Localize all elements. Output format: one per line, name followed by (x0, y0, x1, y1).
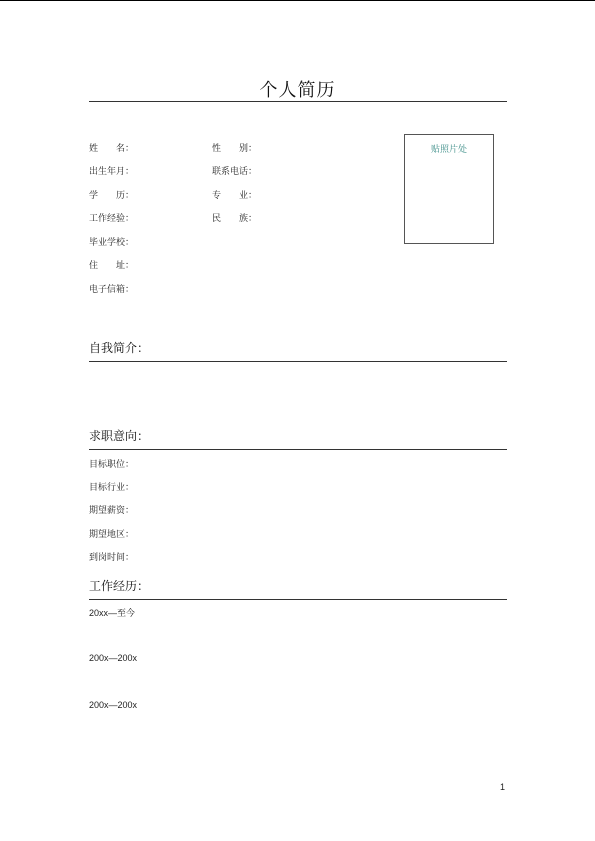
top-border (0, 0, 595, 1)
field-address: 住 址： (89, 261, 135, 271)
title-underline (89, 101, 507, 102)
section-work-history: 工作经历： (89, 579, 150, 593)
field-birth: 出生年月： (89, 167, 135, 177)
section-job-intent: 求职意向： (89, 429, 150, 443)
field-start-time: 到岗时间： (89, 553, 135, 563)
field-education: 学 历： (89, 191, 135, 201)
page-title: 个人简历 (259, 80, 336, 101)
field-target-position: 目标职位： (89, 460, 135, 470)
work-entry: 20xx—至今 (89, 608, 136, 618)
work-history-underline (89, 599, 507, 600)
field-phone: 联系电话： (212, 167, 258, 177)
field-ethnicity: 民 族： (212, 214, 258, 224)
field-target-industry: 目标行业： (89, 483, 135, 493)
field-email: 电子信箱： (89, 285, 135, 295)
photo-placeholder (404, 134, 494, 244)
photo-label: 贴照片处 (430, 145, 467, 155)
self-intro-underline (89, 361, 507, 362)
work-entry: 200x—200x (89, 700, 138, 710)
field-expected-region: 期望地区： (89, 530, 135, 540)
field-gender: 性 别： (212, 144, 258, 154)
work-entry: 200x—200x (89, 653, 138, 663)
field-expected-salary: 期望薪资： (89, 506, 135, 516)
field-experience: 工作经验： (89, 214, 135, 224)
field-name: 姓 名： (89, 144, 135, 154)
field-major: 专 业： (212, 191, 258, 201)
field-school: 毕业学校： (89, 238, 135, 248)
job-intent-underline (89, 449, 507, 450)
page-number: 1 (500, 782, 506, 792)
section-self-intro: 自我简介： (89, 341, 150, 355)
